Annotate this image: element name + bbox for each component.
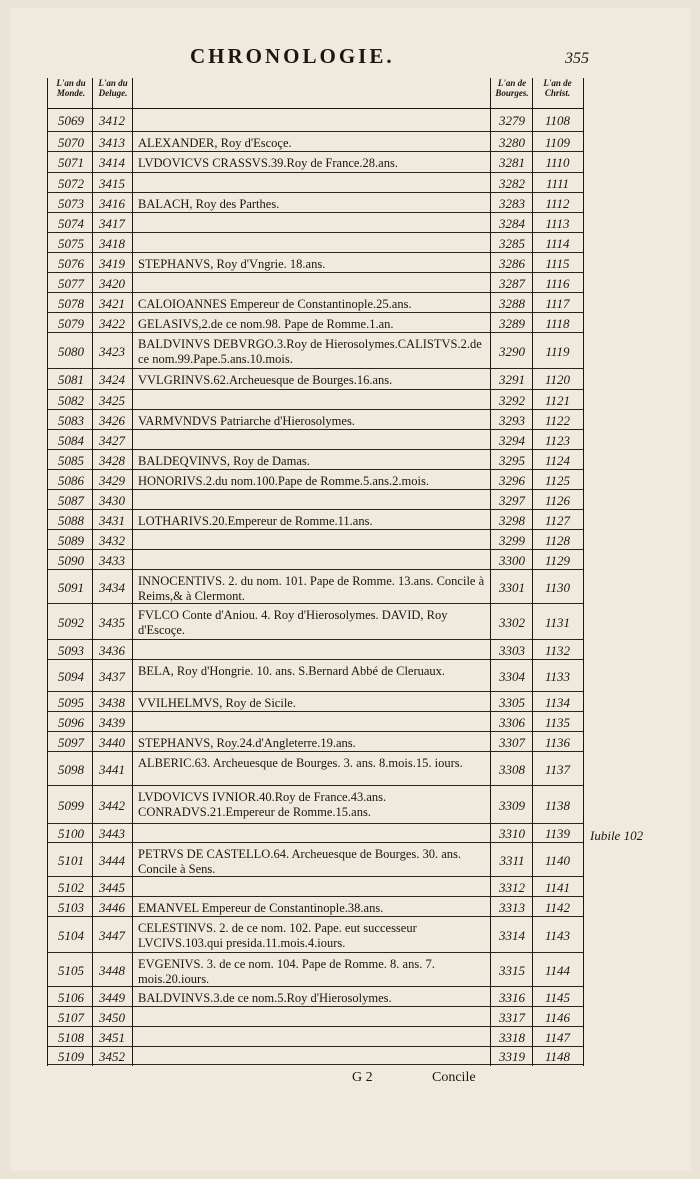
table-row: [48, 660, 583, 692]
year-bourges: 3283: [499, 195, 525, 211]
year-christ: 1145: [544, 989, 571, 1005]
year-christ: 1112: [545, 195, 570, 211]
event-text: [138, 233, 486, 253]
signature-mark: G 2: [352, 1070, 373, 1085]
event-text: BALDEQVINVS, Roy de Damas.: [138, 454, 310, 468]
year-monde: 5088: [58, 512, 84, 528]
year-deluge: 3412: [99, 113, 125, 128]
year-christ: 1129: [544, 552, 571, 568]
year-christ: 1108: [544, 113, 571, 128]
year-deluge: 3420: [99, 275, 125, 291]
year-bourges: 3301: [499, 579, 525, 595]
table-row: [48, 917, 583, 953]
year-christ: 1121: [544, 392, 571, 408]
year-bourges: 3295: [499, 452, 525, 468]
year-monde: 5100: [58, 826, 84, 841]
event-text: [138, 490, 486, 510]
year-deluge: 3427: [99, 432, 125, 448]
year-bourges: 3317: [499, 1009, 525, 1025]
year-deluge: 3445: [99, 879, 125, 895]
year-monde: 5105: [58, 962, 84, 978]
year-bourges: 3293: [499, 412, 525, 428]
year-christ: 1118: [545, 315, 570, 331]
table-row: [48, 604, 583, 640]
year-bourges: 3318: [499, 1029, 525, 1045]
event-text: BALDVINVS DEBVRGO.3.Roy de Hierosolymes.CALISTVS.2.de ce nom.99.Pape.5.ans.10.mois.: [138, 337, 482, 366]
table-row: [48, 897, 583, 917]
year-bourges: 3310: [499, 826, 525, 841]
table-row: [48, 333, 583, 369]
table-row: [48, 390, 583, 410]
event-text: [138, 530, 486, 550]
year-bourges: 3285: [499, 235, 525, 251]
table-row: [48, 712, 583, 732]
year-deluge: 3446: [99, 899, 125, 915]
year-christ: 1116: [545, 275, 570, 291]
year-deluge: 3434: [99, 579, 125, 595]
event-text: [138, 273, 486, 293]
table-row: [48, 824, 583, 843]
event-text: INNOCENTIVS. 2. du nom. 101. Pape de Romme. 13.ans. Concile à Reims,& à Clermont.: [138, 574, 485, 603]
event-text: [138, 173, 486, 193]
year-monde: 5074: [58, 215, 84, 231]
table-row: [48, 570, 583, 604]
year-deluge: 3423: [99, 343, 125, 359]
year-monde: 5082: [58, 392, 84, 408]
table-row: [48, 173, 583, 193]
table-row: [48, 253, 583, 273]
year-monde: 5099: [58, 797, 84, 813]
year-bourges: 3305: [499, 694, 525, 710]
table-row: [48, 530, 583, 550]
year-monde: 5089: [58, 532, 84, 548]
year-bourges: 3281: [499, 155, 525, 170]
event-text: FVLCO Conte d'Aniou. 4. Roy d'Hierosolymes. DAVID, Roy d'Escoçe.: [138, 608, 448, 637]
year-monde: 5104: [58, 927, 84, 943]
year-deluge: 3450: [99, 1009, 125, 1025]
table-row: [48, 877, 583, 897]
event-text: LVDOVICVS CRASSVS.39.Roy de France.28.ans.: [138, 156, 398, 170]
year-deluge: 3447: [99, 927, 125, 943]
table-row: [48, 732, 583, 752]
event-text: [138, 430, 486, 450]
year-monde: 5102: [58, 879, 84, 895]
year-christ: 1137: [544, 761, 571, 777]
year-bourges: 3292: [499, 392, 525, 408]
year-deluge: 3429: [99, 472, 125, 488]
year-monde: 5084: [58, 432, 84, 448]
event-text: VVLGRINVS.62.Archeuesque de Bourges.16.ans.: [138, 373, 393, 387]
table-row: [48, 470, 583, 490]
event-text: BALDVINVS.3.de ce nom.5.Roy d'Hierosolymes.: [138, 991, 392, 1005]
year-christ: 1123: [544, 432, 571, 448]
year-bourges: 3303: [499, 642, 525, 658]
year-monde: 5087: [58, 492, 84, 508]
year-christ: 1109: [544, 134, 571, 150]
page-title: CHRONOLOGIE.: [190, 44, 395, 68]
table-row: [48, 410, 583, 430]
year-christ: 1138: [544, 797, 571, 813]
table-row: [48, 843, 583, 877]
year-deluge: 3439: [99, 714, 125, 730]
year-monde: 5080: [58, 343, 84, 359]
year-deluge: 3428: [99, 452, 125, 468]
year-bourges: 3290: [499, 343, 525, 359]
year-bourges: 3300: [499, 552, 525, 568]
year-bourges: 3312: [499, 879, 525, 895]
year-christ: 1114: [545, 235, 570, 251]
year-bourges: 3298: [499, 512, 525, 528]
event-text: [138, 824, 486, 843]
year-bourges: 3287: [499, 275, 525, 291]
year-bourges: 3291: [499, 372, 525, 387]
year-deluge: 3422: [99, 315, 125, 331]
year-deluge: 3414: [99, 155, 125, 170]
year-monde: 5108: [58, 1029, 84, 1045]
year-deluge: 3415: [99, 175, 125, 191]
year-christ: 1130: [544, 579, 571, 595]
year-monde: 5094: [58, 668, 84, 684]
event-text: CELESTINVS. 2. de ce nom. 102. Pape. eut successeur LVCIVS.103.qui presida.11.mois.4.iours.: [138, 921, 417, 950]
year-monde: 5069: [58, 113, 84, 128]
year-deluge: 3431: [99, 512, 125, 528]
year-bourges: 3315: [499, 962, 525, 978]
year-christ: 1126: [544, 492, 571, 508]
year-christ: 1140: [544, 852, 571, 868]
year-christ: 1132: [544, 642, 571, 658]
header-christ: L'an de Christ.: [543, 78, 572, 98]
event-text: VARMVNDVS Patriarche d'Hierosolymes.: [138, 414, 355, 428]
catchword: Concile: [432, 1070, 476, 1085]
year-christ: 1120: [544, 372, 571, 387]
event-text: [138, 390, 486, 410]
year-monde: 5092: [58, 614, 84, 630]
year-christ: 1134: [544, 694, 571, 710]
table-row: [48, 213, 583, 233]
year-christ: 1136: [544, 734, 571, 750]
year-bourges: 3289: [499, 315, 525, 331]
year-monde: 5101: [58, 852, 84, 868]
year-deluge: 3413: [99, 134, 125, 150]
year-deluge: 3444: [99, 852, 125, 868]
year-bourges: 3307: [499, 734, 525, 750]
year-deluge: 3425: [99, 392, 125, 408]
year-monde: 5077: [58, 275, 84, 291]
event-text: [138, 213, 486, 233]
year-bourges: 3306: [499, 714, 525, 730]
row-rule: [48, 1064, 583, 1065]
event-text: GELASIVS,2.de ce nom.98. Pape de Romme.1.an.: [138, 317, 394, 331]
table-row: [48, 1027, 583, 1047]
year-monde: 5079: [58, 315, 84, 331]
year-bourges: 3316: [499, 989, 525, 1005]
year-monde: 5070: [58, 134, 84, 150]
table-row: [48, 987, 583, 1007]
year-deluge: 3451: [99, 1029, 125, 1045]
year-christ: 1146: [544, 1009, 571, 1025]
year-christ: 1111: [545, 175, 570, 191]
year-bourges: 3294: [499, 432, 525, 448]
table-row: [48, 450, 583, 470]
event-text: STEPHANVS, Roy.24.d'Angleterre.19.ans.: [138, 736, 356, 750]
event-text: [138, 109, 486, 132]
event-text: ALBERIC.63. Archeuesque de Bourges. 3. ans. 8.mois.15. iours.: [138, 756, 463, 770]
table-row: [48, 132, 583, 152]
year-deluge: 3421: [99, 295, 125, 311]
year-bourges: 3288: [499, 295, 525, 311]
event-text: VVILHELMVS, Roy de Sicile.: [138, 696, 296, 710]
year-monde: 5075: [58, 235, 84, 251]
year-monde: 5081: [58, 372, 84, 387]
event-text: [138, 1007, 486, 1027]
event-text: [138, 877, 486, 897]
year-monde: 5072: [58, 175, 84, 191]
table-row: [48, 786, 583, 824]
year-monde: 5091: [58, 579, 84, 595]
year-monde: 5109: [58, 1048, 84, 1064]
event-text: [138, 640, 486, 660]
event-text: [138, 1027, 486, 1047]
year-deluge: 3437: [99, 668, 125, 684]
year-christ: 1122: [544, 412, 571, 428]
year-deluge: 3416: [99, 195, 125, 211]
table-row: [48, 752, 583, 786]
year-deluge: 3441: [99, 761, 125, 777]
table-row: [48, 490, 583, 510]
year-bourges: 3297: [499, 492, 525, 508]
year-bourges: 3319: [499, 1048, 525, 1064]
event-text: BALACH, Roy des Parthes.: [138, 197, 280, 211]
event-text: BELA, Roy d'Hongrie. 10. ans. S.Bernard Abbé de Cleruaux.: [138, 664, 446, 678]
year-bourges: 3313: [499, 899, 525, 915]
year-christ: 1147: [544, 1029, 571, 1045]
event-text: ALEXANDER, Roy d'Escoçe.: [138, 136, 292, 150]
table-row: [48, 313, 583, 333]
year-monde: 5071: [58, 155, 84, 170]
event-text: [138, 1047, 486, 1065]
year-christ: 1127: [544, 512, 571, 528]
year-deluge: 3424: [99, 372, 125, 387]
year-monde: 5098: [58, 761, 84, 777]
year-monde: 5103: [58, 899, 84, 915]
year-deluge: 3452: [99, 1048, 125, 1064]
table-row: [48, 193, 583, 213]
table-row: [48, 430, 583, 450]
year-christ: 1115: [545, 255, 570, 271]
event-text: [138, 712, 486, 732]
event-text: STEPHANVS, Roy d'Vngrie. 18.ans.: [138, 257, 326, 271]
header-deluge: L'an du Deluge.: [98, 78, 128, 98]
header-monde: L'an du Monde.: [56, 78, 86, 98]
table-row: [48, 233, 583, 253]
year-deluge: 3419: [99, 255, 125, 271]
year-monde: 5106: [58, 989, 84, 1005]
event-text: LOTHARIVS.20.Empereur de Romme.11.ans.: [138, 514, 373, 528]
table-row: [48, 152, 583, 173]
year-bourges: 3282: [499, 175, 525, 191]
year-christ: 1125: [544, 472, 571, 488]
year-christ: 1139: [544, 826, 571, 841]
year-christ: 1142: [544, 899, 571, 915]
table-row: [48, 640, 583, 660]
year-monde: 5086: [58, 472, 84, 488]
year-bourges: 3311: [499, 852, 525, 868]
chronology-table: [47, 78, 584, 1066]
year-deluge: 3449: [99, 989, 125, 1005]
year-bourges: 3309: [499, 797, 525, 813]
table-row: [48, 369, 583, 390]
year-deluge: 3430: [99, 492, 125, 508]
table-row: [48, 550, 583, 570]
table-row: [48, 510, 583, 530]
year-monde: 5076: [58, 255, 84, 271]
year-christ: 1148: [544, 1048, 571, 1064]
year-monde: 5097: [58, 734, 84, 750]
year-christ: 1119: [545, 343, 570, 359]
year-bourges: 3284: [499, 215, 525, 231]
table-row: [48, 1007, 583, 1027]
year-bourges: 3279: [499, 113, 525, 128]
table-row: [48, 953, 583, 987]
year-christ: 1141: [544, 879, 571, 895]
year-bourges: 3296: [499, 472, 525, 488]
year-monde: 5093: [58, 642, 84, 658]
year-bourges: 3302: [499, 614, 525, 630]
year-deluge: 3417: [99, 215, 125, 231]
year-christ: 1133: [544, 668, 571, 684]
year-christ: 1124: [544, 452, 571, 468]
event-text: CALOIOANNES Empereur de Constantinople.25.ans.: [138, 297, 412, 311]
year-deluge: 3435: [99, 614, 125, 630]
year-monde: 5078: [58, 295, 84, 311]
year-bourges: 3280: [499, 134, 525, 150]
page-number: 355: [565, 50, 589, 67]
year-christ: 1135: [544, 714, 571, 730]
table-row: [48, 109, 583, 132]
year-bourges: 3308: [499, 761, 525, 777]
year-christ: 1144: [544, 962, 571, 978]
year-christ: 1143: [544, 927, 571, 943]
event-text: LVDOVICVS IVNIOR.40.Roy de France.43.ans. CONRADVS.21.Empereur de Romme.15.ans.: [138, 790, 387, 819]
year-monde: 5095: [58, 694, 84, 710]
event-text: EVGENIVS. 3. de ce nom. 104. Pape de Romme. 8. ans. 7. mois.20.iours.: [138, 957, 435, 986]
year-christ: 1113: [545, 215, 570, 231]
year-bourges: 3299: [499, 532, 525, 548]
margin-note: Iubile 102: [590, 828, 644, 843]
event-text: HONORIVS.2.du nom.100.Pape de Romme.5.ans.2.mois.: [138, 474, 429, 488]
table-row: [48, 692, 583, 712]
year-monde: 5083: [58, 412, 84, 428]
year-christ: 1117: [545, 295, 570, 311]
year-bourges: 3304: [499, 668, 525, 684]
year-monde: 5090: [58, 552, 84, 568]
event-text: PETRVS DE CASTELLO.64. Archeuesque de Bourges. 30. ans. Concile à Sens.: [138, 847, 462, 876]
year-deluge: 3426: [99, 412, 125, 428]
event-text: [138, 550, 486, 570]
table-row: [48, 1047, 583, 1065]
year-deluge: 3448: [99, 962, 125, 978]
table-row: [48, 273, 583, 293]
event-text: EMANVEL Empereur de Constantinople.38.ans.: [138, 901, 384, 915]
year-deluge: 3418: [99, 235, 125, 251]
year-deluge: 3433: [99, 552, 125, 568]
year-christ: 1131: [544, 614, 571, 630]
table-row: [48, 293, 583, 313]
year-bourges: 3286: [499, 255, 525, 271]
year-monde: 5096: [58, 714, 84, 730]
year-monde: 5073: [58, 195, 84, 211]
header-bourges: L'an de Bourges.: [495, 78, 529, 98]
year-deluge: 3442: [99, 797, 125, 813]
year-deluge: 3436: [99, 642, 125, 658]
year-bourges: 3314: [499, 927, 525, 943]
year-monde: 5107: [58, 1009, 84, 1025]
year-deluge: 3440: [99, 734, 125, 750]
year-christ: 1110: [545, 155, 570, 170]
year-monde: 5085: [58, 452, 84, 468]
year-deluge: 3438: [99, 694, 125, 710]
year-deluge: 3432: [99, 532, 125, 548]
year-christ: 1128: [544, 532, 571, 548]
year-deluge: 3443: [99, 826, 125, 841]
